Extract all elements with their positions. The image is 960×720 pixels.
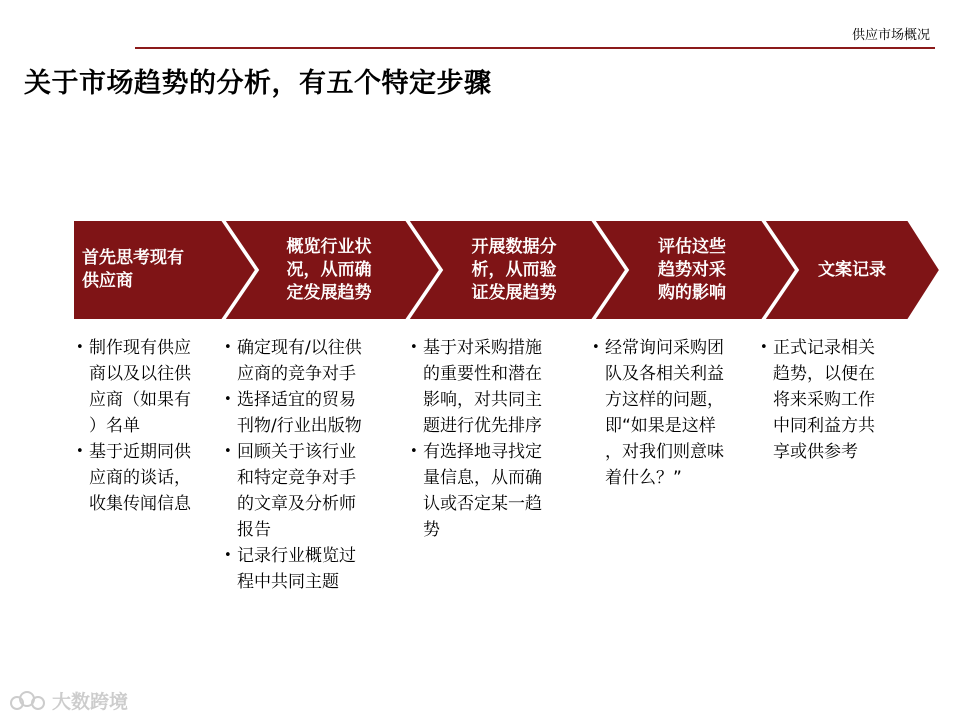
step-4-details bbox=[592, 335, 764, 491]
step-details bbox=[72, 335, 942, 605]
list-item: • 经常询问采购团 队及各相关利益 方这样的问题， 即“如果是这样 ，对我们则意味 着什么？” bbox=[592, 335, 764, 491]
step-1-details bbox=[76, 335, 226, 517]
list-item: • 回顾关于该行业 和特定竞争对手 的文章及分析师 报告 bbox=[224, 439, 406, 543]
list-item: • 基于对采购措施 的重要性和潜在 影响，对共同主 题进行优先排序 bbox=[410, 335, 590, 439]
list-item: • 正式记录相关 趋势，以便在 将来采购工作 中同利益方共 享或供参考 bbox=[760, 335, 920, 465]
section-label: 供应市场概况 bbox=[851, 28, 930, 43]
process-chevrons bbox=[72, 219, 942, 321]
watermark-text: 大数跨境 bbox=[52, 691, 129, 713]
list-item: • 制作现有供应 商以及以往供 应商（如果有 ）名单 bbox=[76, 335, 226, 439]
list-item: • 基于近期同供 应商的谈话， 收集传闻信息 bbox=[76, 439, 226, 517]
watermark bbox=[8, 687, 128, 714]
list-item: • 确定现有/以往供 应商的竞争对手 bbox=[224, 335, 406, 387]
list-item: • 有选择地寻找定 量信息，从而确 认或否定某一趋 势 bbox=[410, 439, 590, 543]
list-item: • 选择适宜的贸易 刊物/行业出版物 bbox=[224, 387, 406, 439]
header-rule bbox=[135, 47, 935, 49]
list-item: • 记录行业概览过 程中共同主题 bbox=[224, 543, 406, 595]
step-3-details bbox=[410, 335, 590, 543]
step-2-details bbox=[224, 335, 406, 595]
step-4-label: 评估这些 趋势对采 购的影响 bbox=[658, 236, 726, 303]
step-3-label: 开展数据分 析，从而验 证发展趋势 bbox=[471, 236, 557, 303]
step-5-details bbox=[760, 335, 920, 465]
cloud-logo-icon bbox=[8, 690, 48, 712]
step-2-label: 概览行业状 况，从而确 定发展趋势 bbox=[286, 236, 372, 303]
step-5-label: 文案记录 bbox=[818, 259, 886, 280]
page-title: 关于市场趋势的分析，有五个特定步骤 bbox=[24, 68, 492, 99]
step-1-label: 首先思考现有 供应商 bbox=[82, 248, 184, 291]
